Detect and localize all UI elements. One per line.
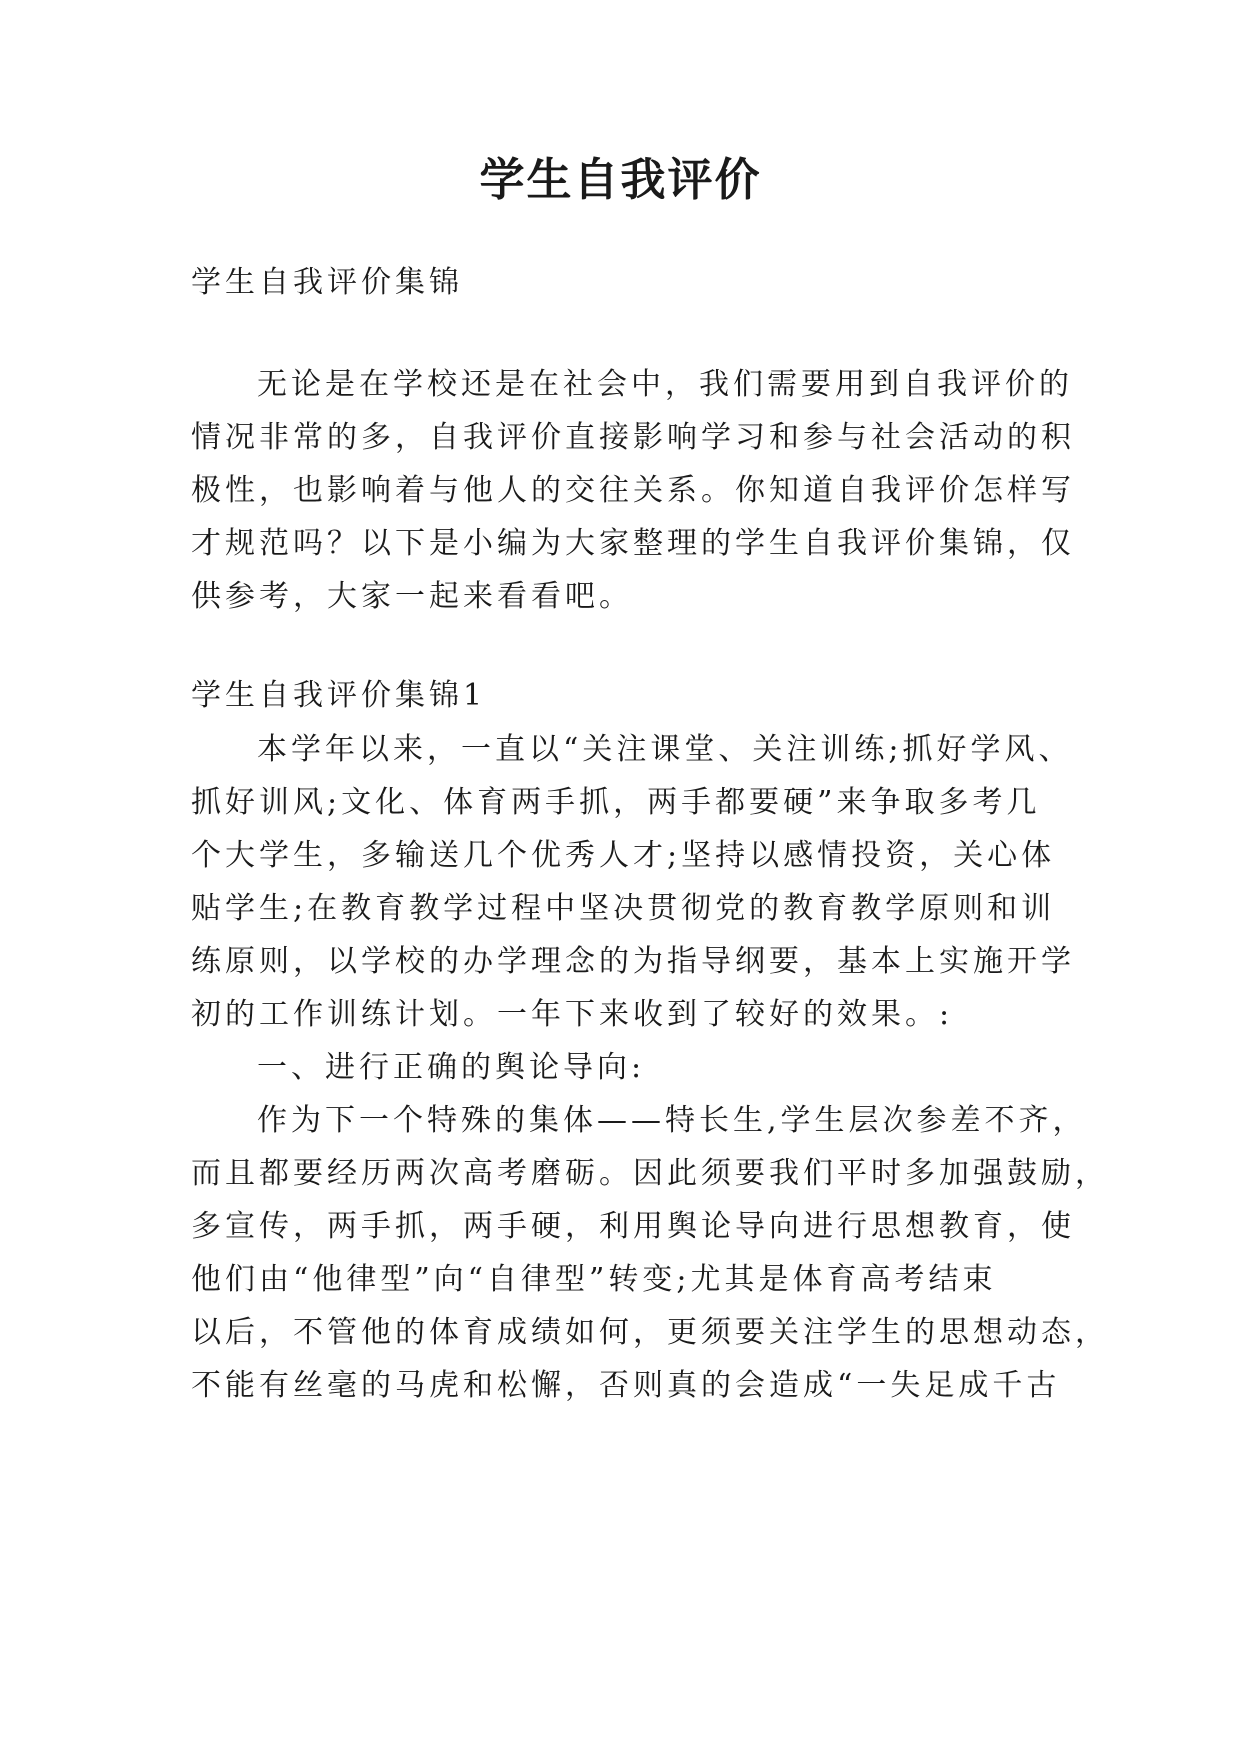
section-line: 不能有丝毫的马虎和松懈，否则真的会造成“一失足成千古 [191,1368,1061,1403]
section-line: 作为下一个特殊的集体——特长生,学生层次参差不齐， [257,1103,1087,1138]
section-line: 练原则，以学校的办学理念的为指导纲要，基本上实施开学 [191,944,1075,979]
section-line: 本学年以来，一直以“关注课堂、关注训练;抓好学风、 [257,732,1073,767]
section-line: 以后，不管他的体育成绩如何，更须要关注学生的思想动态， [191,1315,1109,1350]
section-line: 个大学生，多输送几个优秀人才;坚持以感情投资，关心体 [191,838,1056,873]
section-heading: 学生自我评价集锦1 [191,678,487,713]
section-line: 初的工作训练计划。一年下来收到了较好的效果。: [191,997,954,1032]
intro-line: 才规范吗？以下是小编为大家整理的学生自我评价集锦，仅 [191,526,1075,561]
section-line: 抓好训风;文化、体育两手抓，两手都要硬”来争取多考几 [191,785,1041,820]
intro-line: 无论是在学校还是在社会中，我们需要用到自我评价的 [257,367,1073,402]
intro-line: 供参考，大家一起来看看吧。 [191,579,633,614]
subtitle: 学生自我评价集锦 [191,265,463,300]
intro-line: 极性，也影响着与他人的交往关系。你知道自我评价怎样写 [191,473,1075,508]
section-line: 而且都要经历两次高考磨砺。因此须要我们平时多加强鼓励， [191,1156,1109,1191]
section-line: 贴学生;在教育教学过程中坚决贯彻党的教育教学原则和训 [191,891,1056,926]
section-line: 多宣传，两手抓，两手硬，利用舆论导向进行思想教育，使 [191,1209,1075,1244]
section-line: 他们由“他律型”向“自律型”转变;尤其是体育高考结束 [191,1262,997,1297]
section-line: 一、进行正确的舆论导向: [257,1050,646,1085]
intro-line: 情况非常的多，自我评价直接影响学习和参与社会活动的积 [191,420,1075,455]
document-title: 学生自我评价 [479,153,762,206]
